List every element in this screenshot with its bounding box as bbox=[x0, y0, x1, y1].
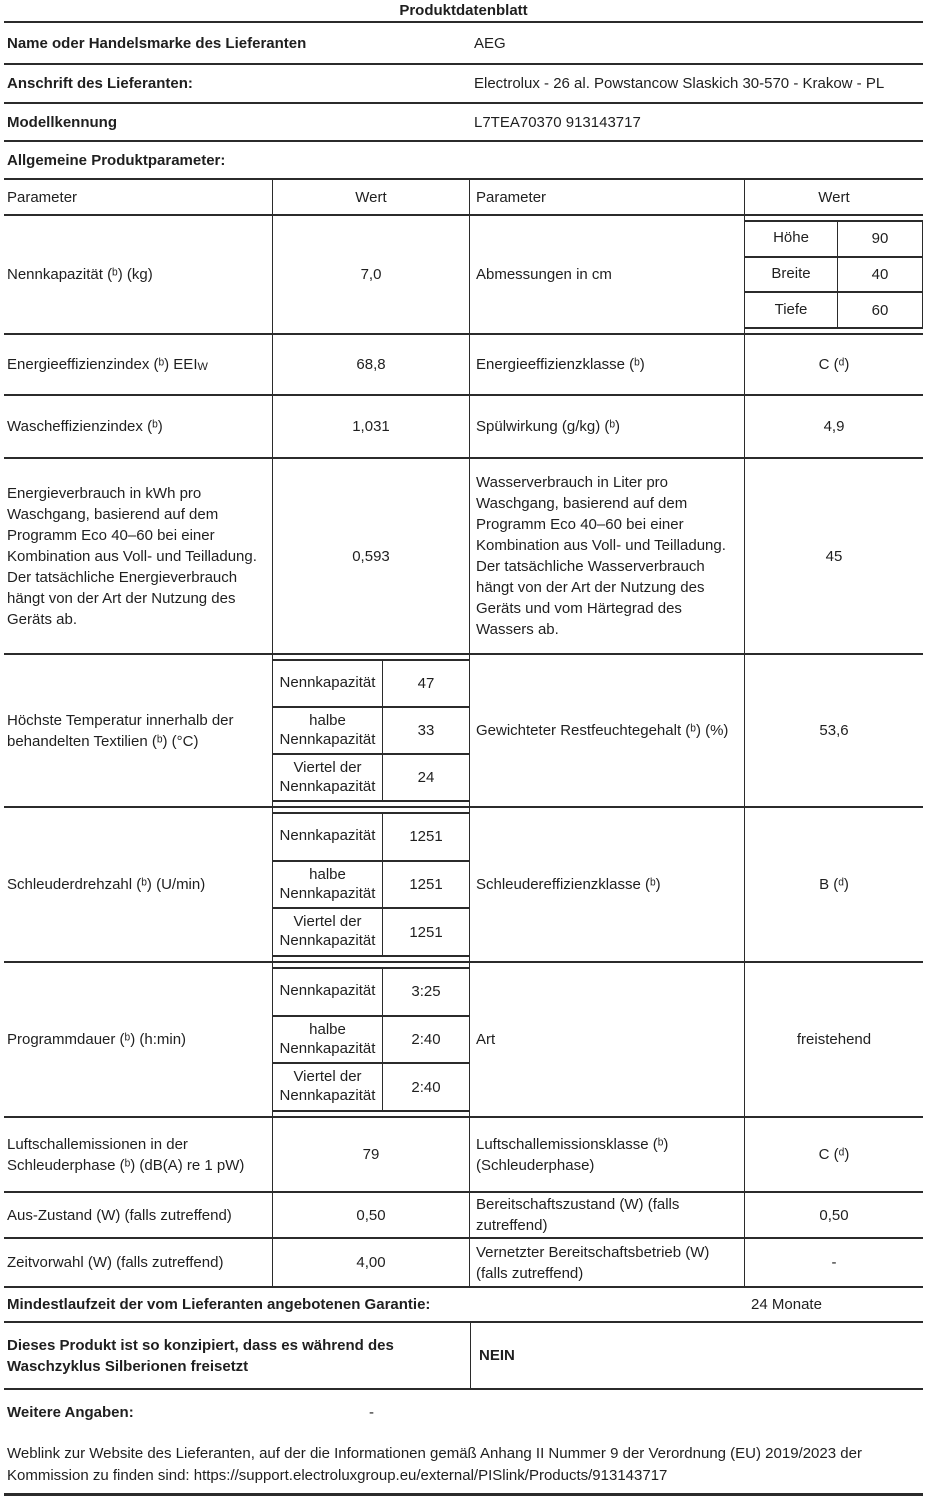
eei-label-text: Energieeffizienzindex (ᵇ) EEI bbox=[7, 356, 198, 373]
dimension-name: Höhe bbox=[773, 229, 809, 247]
dimension-name: Breite bbox=[771, 265, 811, 283]
eei-value: 68,8 bbox=[272, 335, 469, 394]
dimension-row-height bbox=[745, 222, 922, 256]
energy-class-label: Energieeffizienzklasse (ᵇ) bbox=[469, 335, 744, 394]
silver-ions-value: NEIN bbox=[470, 1323, 923, 1388]
dimension-row-width bbox=[745, 256, 922, 292]
noise-class-label: Luftschallemissionsklasse (ᵇ) (Schleuderphase) bbox=[469, 1118, 744, 1191]
load-value: 1251 bbox=[382, 814, 469, 860]
load-name: Nennkapazität bbox=[279, 827, 376, 845]
networked-standby-label: Vernetzter Bereitschaftsbetrieb (W) (falls zutreffend) bbox=[469, 1239, 744, 1286]
capacity-label: Nennkapazität (ᵇ) (kg) bbox=[7, 266, 153, 283]
duration-row-half bbox=[273, 1015, 469, 1063]
supplier-name-value: AEG bbox=[474, 34, 506, 52]
load-value: 1251 bbox=[382, 862, 469, 908]
dimensions-cell bbox=[744, 216, 923, 333]
moisture-value: 53,6 bbox=[744, 655, 923, 806]
load-value: 47 bbox=[382, 661, 469, 706]
additional-info-label: Weitere Angaben: bbox=[7, 1404, 134, 1421]
dimension-row-depth bbox=[745, 291, 922, 327]
rinse-value: 4,9 bbox=[744, 396, 923, 457]
rinse-label: Spülwirkung (g/kg) (ᵇ) bbox=[469, 396, 744, 457]
energy-class-value: C (ᵈ) bbox=[744, 335, 923, 394]
spin-speed-subtable bbox=[273, 812, 469, 957]
dimensions-label: Abmessungen in cm bbox=[469, 216, 744, 333]
row-temperature bbox=[4, 655, 923, 808]
silver-ions-label: Dieses Produkt ist so konzipiert, dass es während des Waschzyklus Silberionen freisetzt bbox=[7, 1336, 394, 1375]
duration-row-rated bbox=[273, 969, 469, 1015]
supplier-address-label: Anschrift des Lieferanten: bbox=[7, 75, 193, 92]
load-value: 33 bbox=[382, 708, 469, 753]
type-label: Art bbox=[469, 963, 744, 1116]
load-name: halbe Nennkapazität bbox=[279, 865, 376, 902]
spin-class-value: B (ᵈ) bbox=[744, 808, 923, 961]
eei-label bbox=[4, 335, 272, 394]
supplier-name-row bbox=[4, 23, 923, 65]
standby-label: Bereitschaftszustand (W) (falls zutreffend) bbox=[469, 1193, 744, 1237]
warranty-value: 24 Monate bbox=[751, 1296, 822, 1313]
model-id-label: Modellkennung bbox=[7, 113, 117, 131]
load-name: Nennkapazität bbox=[279, 674, 376, 692]
warranty-label: Mindestlaufzeit der vom Lieferanten angebotenen Garantie: bbox=[7, 1296, 431, 1313]
moisture-label: Gewichteter Restfeuchtegehalt (ᵇ) (%) bbox=[469, 655, 744, 806]
dimensions-subtable bbox=[745, 220, 923, 329]
noise-value: 79 bbox=[272, 1118, 469, 1191]
load-value: 2:40 bbox=[382, 1017, 469, 1063]
spin-row-half bbox=[273, 860, 469, 908]
weblink-note: Weblink zur Website des Lieferanten, auf der die Informationen gemäß Anhang II Nummer 9 der Verordnung (EU) 2019/2023 der Kommission zu finden sind: https://support.electroluxgroup.eu/external/PISlink/Products/913143717 bbox=[7, 1445, 862, 1484]
table-header-row bbox=[4, 178, 923, 216]
capacity-value: 7,0 bbox=[272, 216, 469, 333]
parameters-table bbox=[4, 178, 923, 1288]
model-id-value: L7TEA70370 913143717 bbox=[474, 113, 641, 131]
supplier-address-value: Electrolux - 26 al. Powstancow Slaskich 30-570 - Krakow - PL bbox=[474, 75, 885, 92]
row-consumption bbox=[4, 459, 923, 655]
temperature-subtable bbox=[273, 659, 469, 802]
noise-label: Luftschallemissionen in der Schleuderphase (ᵇ) (dB(A) re 1 pW) bbox=[7, 1135, 245, 1174]
spin-row-rated bbox=[273, 814, 469, 860]
load-name: halbe Nennkapazität bbox=[279, 1020, 376, 1057]
load-name: halbe Nennkapazität bbox=[279, 711, 376, 748]
water-consumption-value: 45 bbox=[744, 459, 923, 653]
row-silver-ions bbox=[4, 1323, 923, 1390]
row-delay-start bbox=[4, 1239, 923, 1288]
duration-row-quarter bbox=[273, 1062, 469, 1110]
supplier-name-label: Name oder Handelsmarke des Lieferanten bbox=[7, 34, 307, 52]
delay-start-value: 4,00 bbox=[272, 1239, 469, 1286]
load-value: 24 bbox=[382, 755, 469, 800]
load-name: Viertel der Nennkapazität bbox=[279, 913, 376, 950]
temperature-row-half bbox=[273, 706, 469, 753]
noise-class-value: C (ᵈ) bbox=[744, 1118, 923, 1191]
header-parameter-left: Parameter bbox=[7, 188, 78, 206]
wash-index-value: 1,031 bbox=[272, 396, 469, 457]
load-value: 1251 bbox=[382, 909, 469, 955]
temperature-row-rated bbox=[273, 661, 469, 706]
energy-consumption-value: 0,593 bbox=[272, 459, 469, 653]
page-title: Produktdatenblatt bbox=[4, 0, 923, 23]
header-wert-right: Wert bbox=[744, 180, 923, 214]
dimension-value: 60 bbox=[837, 293, 922, 327]
eei-label-subscript: W bbox=[197, 360, 208, 373]
spin-speed-label: Schleuderdrehzahl (ᵇ) (U/min) bbox=[7, 876, 206, 893]
networked-standby-value: - bbox=[744, 1239, 923, 1286]
dimension-value: 40 bbox=[837, 258, 922, 292]
spin-class-label: Schleudereffizienzklasse (ᵇ) bbox=[469, 808, 744, 961]
delay-start-label: Zeitvorwahl (W) (falls zutreffend) bbox=[7, 1254, 224, 1271]
section-heading: Allgemeine Produktparameter: bbox=[7, 151, 226, 169]
header-parameter-right: Parameter bbox=[469, 180, 744, 214]
off-mode-value: 0,50 bbox=[272, 1193, 469, 1237]
duration-cell bbox=[272, 963, 469, 1116]
load-value: 2:40 bbox=[382, 1064, 469, 1110]
row-off-mode bbox=[4, 1193, 923, 1239]
row-capacity bbox=[4, 216, 923, 335]
header-wert-left: Wert bbox=[272, 180, 469, 214]
duration-subtable bbox=[273, 967, 469, 1112]
standby-value: 0,50 bbox=[744, 1193, 923, 1237]
dimension-value: 90 bbox=[837, 222, 922, 256]
wash-index-label: Wascheffizienzindex (ᵇ) bbox=[7, 418, 163, 435]
row-duration bbox=[4, 963, 923, 1118]
load-value: 3:25 bbox=[382, 969, 469, 1015]
row-noise bbox=[4, 1118, 923, 1193]
temperature-row-quarter bbox=[273, 753, 469, 800]
load-name: Viertel der Nennkapazität bbox=[279, 758, 376, 795]
load-name: Nennkapazität bbox=[279, 982, 376, 1000]
type-value: freistehend bbox=[744, 963, 923, 1116]
row-additional-info bbox=[4, 1390, 923, 1435]
load-name: Viertel der Nennkapazität bbox=[279, 1068, 376, 1105]
dimension-name: Tiefe bbox=[774, 300, 808, 318]
duration-label: Programmdauer (ᵇ) (h:min) bbox=[7, 1031, 187, 1048]
additional-info-value: - bbox=[369, 1404, 374, 1421]
spin-row-quarter bbox=[273, 907, 469, 955]
temperature-cell bbox=[272, 655, 469, 806]
temperature-label: Höchste Temperatur innerhalb der behandelten Textilien (ᵇ) (°C) bbox=[7, 711, 234, 750]
row-wash-index bbox=[4, 396, 923, 459]
model-id-row bbox=[4, 104, 923, 142]
water-consumption-label: Wasserverbrauch in Liter pro Waschgang, basierend auf dem Programm Eco 40–60 bei einer Kombination aus Voll- und Teilladung. Der tatsächliche Wasserverbrauch hängt von der Art der Nutzung des Geräts und vom Härtegrad des Wassers ab. bbox=[469, 459, 744, 653]
spin-speed-cell bbox=[272, 808, 469, 961]
supplier-address-row bbox=[4, 65, 923, 104]
row-energy-index bbox=[4, 335, 923, 396]
energy-consumption-label: Energieverbrauch in kWh pro Waschgang, basierend auf dem Programm Eco 40–60 bei einer Kombination aus Voll- und Teilladung. Der tatsächliche Energieverbrauch hängt von der Art der Nutzung des Geräts ab. bbox=[7, 484, 257, 628]
row-spin-speed bbox=[4, 808, 923, 963]
off-mode-label: Aus-Zustand (W) (falls zutreffend) bbox=[7, 1206, 232, 1224]
row-warranty bbox=[4, 1288, 923, 1323]
bottom-rule bbox=[4, 1493, 923, 1496]
